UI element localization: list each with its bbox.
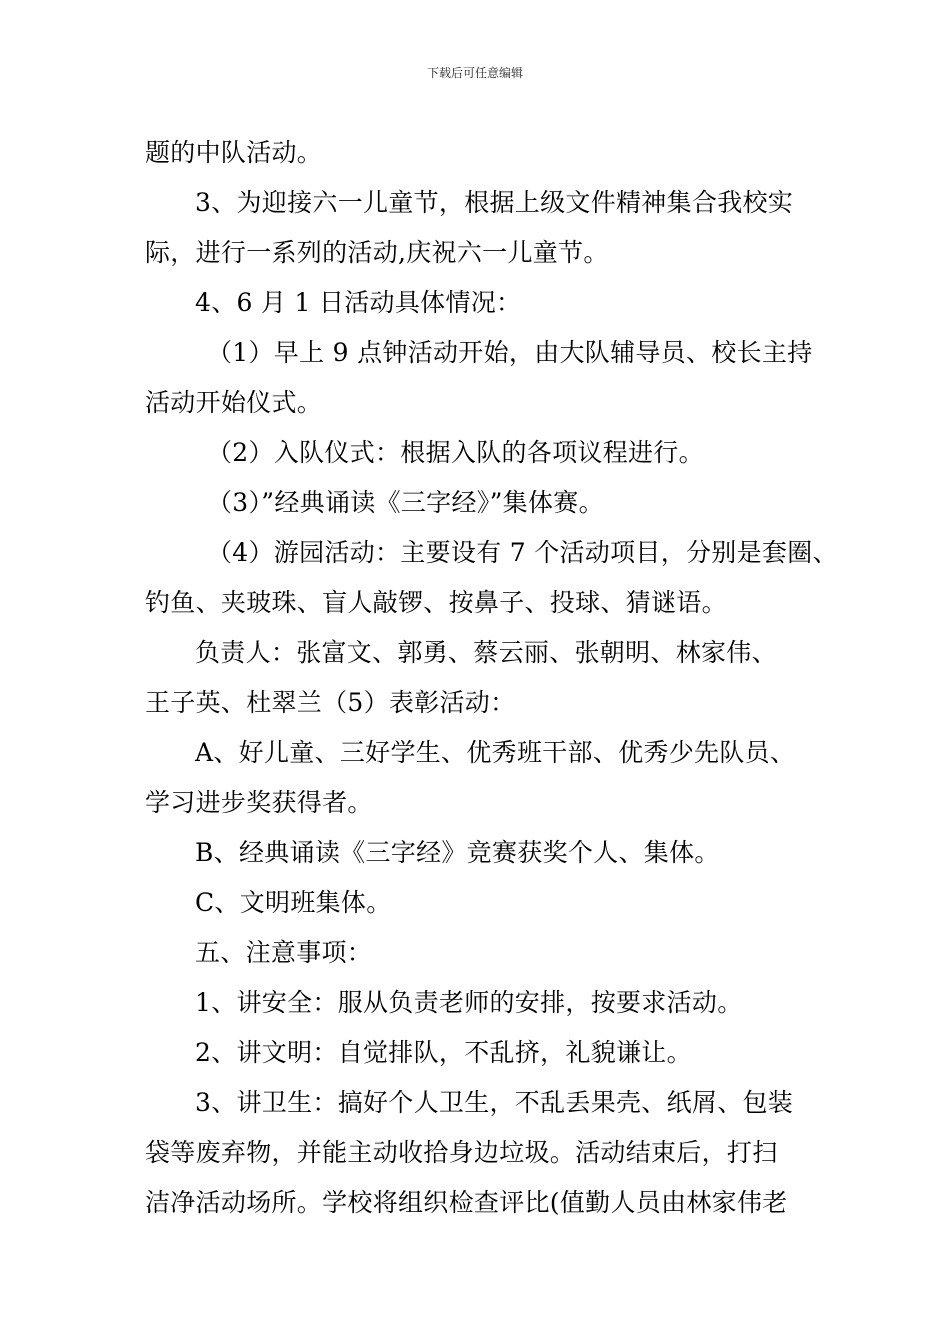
text-line: 3、为迎接六一儿童节，根据上级文件精神集合我校实 [195,188,794,217]
text-line: 钓鱼、夹玻珠、盲人敲锣、按鼻子、投球、猜谜语。 [145,588,727,617]
text-line: （1）早上 9 点钟活动开始，由大队辅导员、校长主持 [207,338,813,367]
text-line: 王子英、杜翠兰（5）表彰活动： [145,688,516,717]
text-line: C、文明班集体。 [195,888,392,917]
text-line: 2、讲文明：自觉排队，不乱挤，礼貌谦让。 [195,1038,692,1067]
text-line: B、经典诵读《三字经》竞赛获奖个人、集体。 [195,838,720,867]
text-line: （4）游园活动：主要设有 7 个活动项目，分别是套圈、 [207,538,838,567]
text-line: 题的中队活动。 [145,138,323,167]
text-line: 五、注意事项： [195,938,373,967]
text-line: 3、讲卫生：搞好个人卫生，不乱丢果壳、纸屑、包装 [195,1088,794,1117]
text-line: A、好儿童、三好学生、优秀班干部、优秀少先队员、 [195,738,796,767]
page-header: 下载后可任意编辑 [426,66,523,80]
text-line: 学习进步奖获得者。 [145,788,373,817]
text-line: 洁净活动场所。学校将组织检查评比(值勤人员由林家伟老 [145,1188,788,1217]
text-line: （3）”经典诵读《三字经》”集体赛。 [207,488,604,517]
text-line: 负责人：张富文、郭勇、蔡云丽、张朝明、林家伟、 [195,638,777,667]
text-line: 4、6 月 1 日活动具体情况： [195,288,522,317]
text-line: 1、讲安全：服从负责老师的安排，按要求活动。 [195,988,743,1017]
text-line: 活动开始仪式。 [145,388,323,417]
text-line: 袋等废弃物，并能主动收拾身边垃圾。活动结束后，打扫 [145,1138,778,1167]
text-line: （2）入队仪式：根据入队的各项议程进行。 [207,438,704,467]
text-line: 际，进行一系列的活动,庆祝六一儿童节。 [145,238,609,267]
document-body [145,128,838,1228]
